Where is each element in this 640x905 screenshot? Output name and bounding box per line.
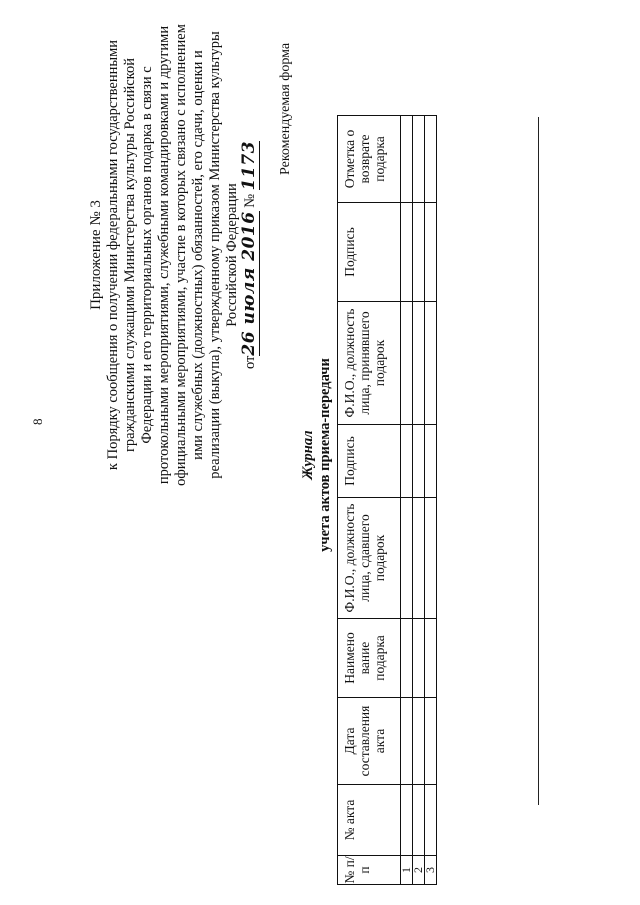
- table-cell: [425, 785, 437, 856]
- row-number: 3: [425, 856, 437, 885]
- journal-heading: [300, 305, 334, 605]
- column-header: Подпись: [338, 203, 401, 302]
- acts-journal-table: [337, 115, 437, 885]
- table-cell: [401, 619, 413, 698]
- column-header: № акта: [338, 785, 401, 856]
- column-header: Отметка о возврате подарка: [338, 116, 401, 203]
- table-cell: [413, 116, 425, 203]
- column-header: № п/п: [338, 856, 401, 885]
- header-line: Федерации и его территориальных органов подарка в связи с: [139, 66, 155, 444]
- table-cell: [413, 619, 425, 698]
- table-cell: [401, 698, 413, 785]
- row-number: 2: [413, 856, 425, 885]
- order-number-handwritten: 1173: [239, 141, 259, 191]
- table-cell: [401, 498, 413, 619]
- header-line: Российской Федерации: [224, 183, 240, 327]
- table-cell: [401, 302, 413, 425]
- column-header: Дата составления акта: [338, 698, 401, 785]
- header-line: протокольными мероприятиями, служебными командировками и другими: [156, 25, 172, 485]
- order-date-handwritten: 26 июля 2016: [239, 211, 259, 356]
- table-header-row: [338, 116, 401, 885]
- table-cell: [413, 425, 425, 498]
- order-reference: [241, 5, 260, 505]
- table-cell: [425, 698, 437, 785]
- table-cell: [401, 785, 413, 856]
- header-line: реализации (выкупа), утвержденному приказом Министерства культуры: [207, 31, 223, 479]
- row-number: 1: [401, 856, 413, 885]
- header-line: официальными мероприятиями, участие в которых связано с исполнением: [173, 24, 189, 486]
- table-cell: [413, 203, 425, 302]
- table-cell: [425, 302, 437, 425]
- header-line: к Порядку сообщения о получении федеральными государственными: [105, 39, 121, 471]
- table-cell: [401, 425, 413, 498]
- table-cell: [401, 203, 413, 302]
- order-number-label: №: [242, 193, 258, 208]
- order-prefix: от: [242, 355, 258, 369]
- recommended-form-label: Рекомендуемая форма: [278, 42, 293, 175]
- table-cell: [413, 785, 425, 856]
- table-cell: [425, 203, 437, 302]
- table-cell: [413, 698, 425, 785]
- appendix-header: [88, 5, 260, 505]
- header-line: гражданскими служащими Министерства культуры Российской: [122, 57, 138, 453]
- journal-subtitle: учета актов приема-передачи: [317, 358, 333, 552]
- table-cell: [413, 498, 425, 619]
- header-line: ими служебных (должностных) обязанностей, его сдачи, оценки и: [190, 50, 206, 460]
- table-cell: [425, 116, 437, 203]
- table-cell: [413, 302, 425, 425]
- table-cell: [425, 498, 437, 619]
- table-row: [401, 116, 413, 885]
- table-row: [425, 116, 437, 885]
- table-cell: [425, 619, 437, 698]
- journal-title: Журнал: [300, 430, 316, 480]
- column-header: Подпись: [338, 425, 401, 498]
- page-number: 8: [30, 418, 45, 425]
- table-cell: [401, 116, 413, 203]
- bottom-rule-line: [538, 117, 539, 805]
- appendix-title: Приложение № 3: [88, 200, 104, 310]
- column-header: Ф.И.О., должность лица, сдавшего подарок: [338, 498, 401, 619]
- table-row: [413, 116, 425, 885]
- column-header: Ф.И.О., должность лица, принявшего подарок: [338, 302, 401, 425]
- column-header: Наимено вание подарка: [338, 619, 401, 698]
- table-cell: [425, 425, 437, 498]
